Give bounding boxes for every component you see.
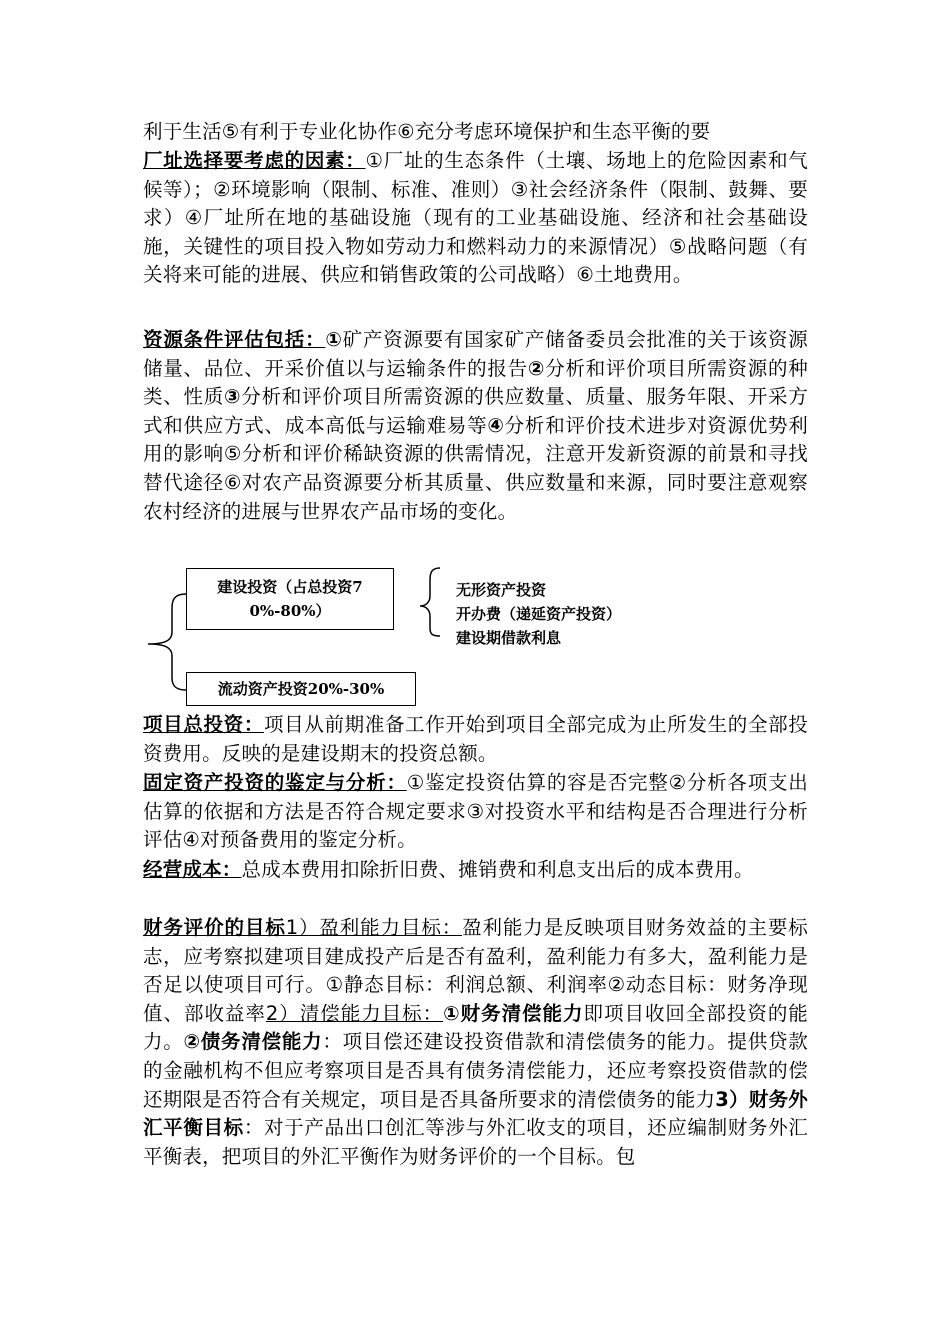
section-heading: 财务评价的目标 xyxy=(143,916,286,939)
paragraph-text: 分析和评价技术进步对资源优势利用的影响⑤分析和评价稀缺资源的供需情况，注意开发新资源的前景和寻找替代途径⑥对农产品资源要分析其质量、供应数量和来源，同时要注意观察农村经济的进展与世界农产品市场的变化。 xyxy=(143,413,808,523)
subheading: 1）盈利能力目标： xyxy=(285,916,463,939)
construction-investment-items xyxy=(456,578,621,650)
item-number: ③ xyxy=(224,385,242,409)
paragraph-resource-evaluation xyxy=(143,326,808,526)
list-item: 开办费（递延资产投资） xyxy=(456,605,622,623)
paragraph-site-factors xyxy=(143,147,808,290)
paragraph-text: ：对于产品出口创汇等涉与外汇收支的项目，还应编制财务外汇平衡表，把项目的外汇平衡作为财务评价的一个目标。包 xyxy=(143,1116,808,1168)
bold-term: ①财务清偿能力 xyxy=(443,1001,584,1025)
paragraph-text: 总成本费用扣除折旧费、摊销费和利息支出后的成本费用。 xyxy=(241,858,754,881)
bold-subheading: 3）财务外汇平衡目标 xyxy=(143,1087,808,1140)
investment-structure-diagram xyxy=(140,560,700,710)
list-item: 无形资产投资 xyxy=(456,581,547,599)
box-label: 流动资产投资20%-30% xyxy=(217,680,385,698)
construction-investment-box xyxy=(186,568,394,630)
paragraph-text: 分析和评价项目所需资源的供应数量、质量、服务年限、开采方式和供应方式、成本高低与运输难易等 xyxy=(143,385,808,437)
current-asset-investment-box xyxy=(186,672,416,706)
section-heading: 项目总投资： xyxy=(143,713,264,736)
item-number: ② xyxy=(527,356,546,380)
paragraph-text: 项目从前期准备工作开始到项目全部完成为止所发生的全部投资费用。反映的是建设期末的投资总额。 xyxy=(143,713,808,765)
paragraph-text: ①厂址的生态条件（土壤、场地上的危险因素和气候等）；②环境影响（限制、标准、准则）③社会经济条件（限制、鼓舞、要求）④厂址所在地的基础设施（现有的工业基础设施、经济和社会基础设施，关键性的项目投入物如劳动力和燃料动力的来源情况）⑤战略问题（有关将来可能的进展、供应和销售政策的公司战略）⑥土地费用。 xyxy=(143,149,808,287)
paragraph-fixed-asset-analysis xyxy=(143,769,808,855)
paragraph-site-principles xyxy=(143,118,808,147)
subheading: 2）清偿能力目标： xyxy=(265,1001,444,1025)
bold-term: ②债务清偿能力 xyxy=(183,1030,323,1054)
paragraph-total-investment xyxy=(143,711,808,768)
paragraph-text: 矿产资源要有国家矿产储备委员会批准的关于该资源储量、品位、开采价值以与运输条件的报告 xyxy=(143,328,808,380)
paragraph-financial-evaluation-goals xyxy=(143,914,808,1171)
box-label-line1: 建设投资（占总投资7 xyxy=(217,578,363,596)
list-item: 建设期借款利息 xyxy=(456,629,562,647)
paragraph-operating-cost xyxy=(143,856,808,885)
paragraph-text: 盈利能力是反映项目财务效益的主要标志，应考察拟建项目建成投产后是否有盈利，盈利能力有多大，盈利能力是否足以使项目可行。①静态目标：利润总额、利润率②动态目标：财务净现值、部收益率 xyxy=(143,916,808,1025)
paragraph-text: 利于生活⑤有利于专业化协作⑥充分考虑环境保护和生态平衡的要 xyxy=(143,120,711,143)
section-heading: 经营成本： xyxy=(143,858,242,881)
section-heading: 资源条件评估包括： xyxy=(143,328,326,351)
paragraph-text: ①鉴定投资估算的容是否完整②分析各项支出估算的依据和方法是否符合规定要求③对投资水平和结构是否合理进行分析评估④对预备费用的鉴定分析。 xyxy=(143,771,808,852)
paragraph-text: 即项目收回全部投资的能力。 xyxy=(143,1001,808,1054)
item-number: ④ xyxy=(487,413,505,437)
item-number: ① xyxy=(325,328,343,351)
box-label-line2: 0%-80%） xyxy=(249,602,331,620)
section-heading: 厂址选择要考虑的因素： xyxy=(143,149,366,172)
paragraph-text: 分析和评价项目所需资源的种类、性质 xyxy=(143,356,808,409)
paragraph-text: ：项目偿还建设投资借款和清偿债务的能力。提供贷款的金融机构不但应考察项目是否具有债务清偿能力，还应考察投资借款的偿还期限是否符合有关规定，项目是否具备所要求的清偿债务的能力 xyxy=(143,1030,808,1111)
section-heading: 固定资产投资的鉴定与分析： xyxy=(143,771,407,794)
